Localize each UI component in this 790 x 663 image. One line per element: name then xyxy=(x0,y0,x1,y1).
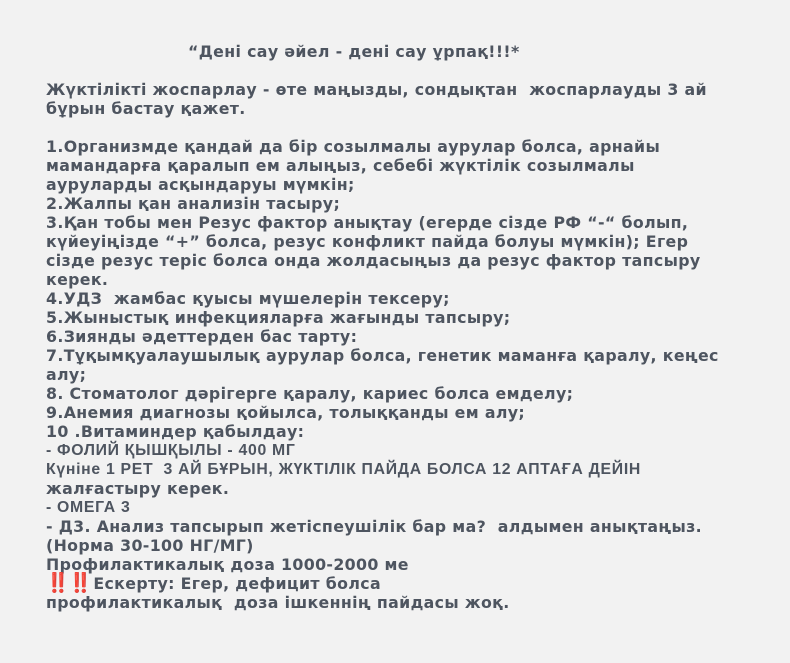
list-item-line: мамандарға қаралып ем алыңыз, себебі жүктілік созылмалы xyxy=(46,156,635,175)
list-item-line: 10 .Витаминдер қабылдау: xyxy=(46,422,305,441)
vitamin-d3-norm-line: (Норма 30-100 НГ/МГ) xyxy=(46,536,254,555)
list-item-line: күйеуіңізде “+” болса, резус конфликт пайда болуы мүмкін); Егер xyxy=(46,232,689,251)
list-item-line: 8. Стоматолог дәрігерге қаралу, кариес болса емделу; xyxy=(46,384,574,403)
document-body xyxy=(46,80,786,612)
list-item-line: ауруларды асқындаруы мүмкін; xyxy=(46,175,355,194)
vitamin-folic-line: - ФОЛИЙ ҚЫШҚЫЛЫ - 400 МГ xyxy=(46,442,296,459)
list-item-line: 5.Жыныстық инфекцияларға жағынды тапсыру; xyxy=(46,308,511,327)
warning-line: профилактикалық доза ішкеннің пайдасы жоқ. xyxy=(46,593,510,612)
list-item-line: 2.Жалпы қан анализін тасыру; xyxy=(46,194,341,213)
intro-line: Жүктілікті жоспарлау - өте маңызды, сондықтан жоспарлауды 3 ай xyxy=(46,80,707,99)
list-item-line: керек. xyxy=(46,270,109,289)
vitamin-d3-line: - Д3. Анализ тапсырып жетіспеушілік бар ма? алдымен анықтаңыз. xyxy=(46,517,703,536)
vitamin-omega-line: - ОМЕГА 3 xyxy=(46,499,131,516)
vitamin-folic-dose-line: жалғастыру керек. xyxy=(46,479,230,498)
double-exclamation-icon: ‼️‼️ xyxy=(46,573,92,594)
list-item-line: 1.Организмде қандай да бір созылмалы аурулар болса, арнайы xyxy=(46,137,661,156)
document-title: “Дені сау әйел - дені сау ұрпақ!!!* xyxy=(188,42,520,61)
vitamin-folic-dose-line: Күніне 1 РЕТ 3 АЙ БҰРЫН, ЖҮКТІЛІК ПАЙДА БОЛСА 12 АПТАҒА ДЕЙІН xyxy=(46,461,642,478)
list-item-line: алу; xyxy=(46,365,87,384)
vitamin-d3-dose-line: Профилактикалық доза 1000-2000 ме xyxy=(46,555,409,574)
warning-line xyxy=(46,574,786,593)
list-item-line: сізде резус теріс болса онда жолдасыңыз да резус фактор тапсыру xyxy=(46,251,701,270)
list-item-line: 9.Анемия диагнозы қойылса, толыққанды ем алу; xyxy=(46,403,526,422)
list-item-line: 7.Тұқымқуалаушылық аурулар болса, генетик маманға қаралу, кеңес xyxy=(46,346,719,365)
intro-line: бұрын бастау қажет. xyxy=(46,99,246,118)
list-item-line: 3.Қан тобы мен Резус фактор анықтау (егерде сізде РФ “-“ болып, xyxy=(46,213,689,232)
list-item-line: 6.Зиянды әдеттерден бас тарту: xyxy=(46,327,358,346)
paragraph-gap xyxy=(46,118,786,137)
list-item-line: 4.УДЗ жамбас қуысы мүшелерін тексеру; xyxy=(46,289,450,308)
warning-text: Ескерту: Егер, дефицит болса xyxy=(93,574,381,593)
